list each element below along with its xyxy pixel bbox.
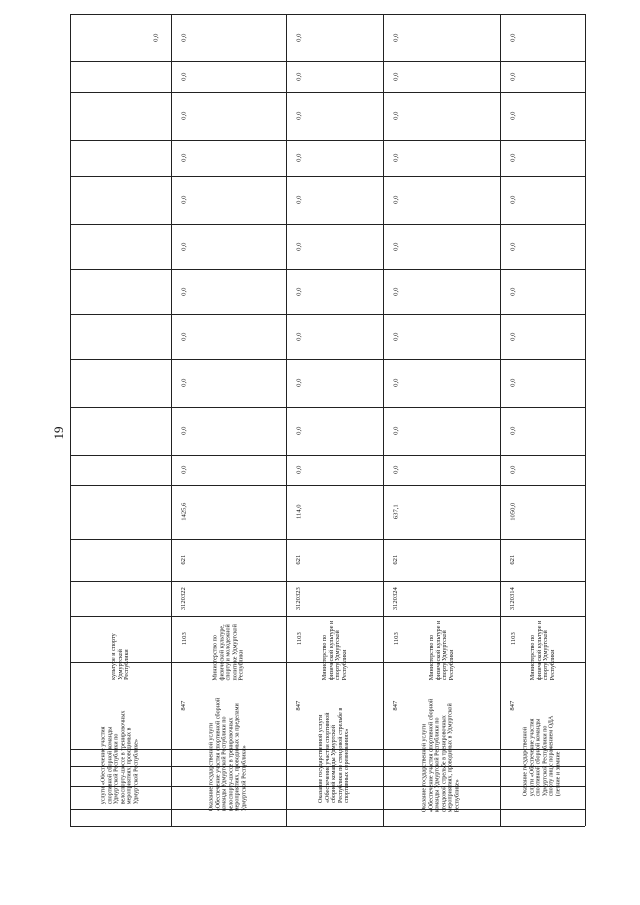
value-cell: 0,0 xyxy=(295,242,303,251)
value-cell: 114,0 xyxy=(295,504,303,520)
value-cell: 0,0 xyxy=(295,111,303,121)
measure-name-text: услуги «Обеспечение участия спортивной сборной команды Удмуртской Республики по велоспорту-шоссе в тренировочных мероприятиях, проводимых в Удмуртской Республике» xyxy=(100,710,140,805)
value-cell: 0,0 xyxy=(295,33,303,42)
executor-text: культуре и спорту Удмуртской Республики xyxy=(110,633,130,680)
column-divider xyxy=(70,826,585,827)
vr-code: 621 xyxy=(295,555,303,565)
value-cell: 0,0 xyxy=(180,332,188,341)
value-cell: 0,0 xyxy=(180,287,188,296)
value-cell: 0,0 xyxy=(180,378,188,388)
value-cell: 0,0 xyxy=(295,195,303,205)
value-cell: 0,0 xyxy=(509,33,517,42)
measure-name-text: Оказание государственной услуги «Обеспечение участия спортивной сборной команды Удмуртской Республики по велоспорту-шоссе в тренировочных мероприятиях, проводимых за пределами Удмуртской Республики» xyxy=(208,697,248,812)
value-cell: 0,0 xyxy=(180,111,188,121)
value-cell: 637,1 xyxy=(392,504,400,520)
measure-name-text: Оказание государственной услуги «Обеспечение участия спортивной сборной команды Удмуртской Республики по стендовой стрельбе в тренировочных мероприятиях, проводимых в Удмуртской Республике» xyxy=(421,698,461,813)
vr-code: 621 xyxy=(509,555,517,565)
executor-text: Министерство по физической культуре и спорту Удмуртской Республики xyxy=(529,620,556,680)
executor-text: Министерство по физической культуре, спорту и молодежной политике Удмуртской Республики xyxy=(212,623,245,680)
value-cell: 0,0 xyxy=(180,426,188,436)
vr-code: 621 xyxy=(180,555,188,565)
value-cell: 0,0 xyxy=(509,426,517,436)
budget-table xyxy=(70,14,585,826)
value-cell: 0,0 xyxy=(152,33,160,42)
value-cell: 0,0 xyxy=(392,332,400,341)
rz-code: 1103 xyxy=(295,632,303,646)
csr-code: 3120324 xyxy=(392,586,400,611)
value-cell: 0,0 xyxy=(509,111,517,121)
value-cell: 0,0 xyxy=(180,242,188,251)
value-cell: 0,0 xyxy=(509,72,517,81)
value-cell: 0,0 xyxy=(509,195,517,205)
measure-name-text: Оказание государственной услуги «Обеспечение участия спортивной сборной команды Удмуртской Республики по спорту лиц с поражением ОДА (летние и зимние xyxy=(522,715,562,797)
value-cell: 0,0 xyxy=(392,33,400,42)
grbs-code: 847 xyxy=(180,700,188,711)
csr-code: 3120322 xyxy=(180,586,188,611)
value-cell: 0,0 xyxy=(295,332,303,341)
row-divider xyxy=(585,14,586,826)
value-cell: 0,0 xyxy=(392,426,400,436)
value-cell: 0,0 xyxy=(509,332,517,341)
value-cell: 0,0 xyxy=(180,72,188,81)
value-cell: 0,0 xyxy=(180,195,188,205)
grbs-code: 847 xyxy=(295,700,303,711)
grbs-code: 847 xyxy=(392,700,400,711)
rz-code: 1103 xyxy=(509,632,517,646)
value-cell: 0,0 xyxy=(392,242,400,251)
value-cell: 0,0 xyxy=(295,465,303,475)
value-cell: 0,0 xyxy=(392,378,400,388)
measure-name-text: Оказание государственной услуги «Обеспечение участия спортивной сборной команды Удмуртской Республики по стендовой стрельбе в спортивных соревнованиях» xyxy=(318,707,351,803)
value-cell: 0,0 xyxy=(392,465,400,475)
value-cell: 0,0 xyxy=(180,33,188,42)
value-cell: 0,0 xyxy=(180,153,188,163)
value-cell: 0,0 xyxy=(295,426,303,436)
page-number: 19 xyxy=(51,426,66,440)
value-cell: 0,0 xyxy=(392,111,400,121)
value-cell: 0,0 xyxy=(295,378,303,388)
value-cell: 0,0 xyxy=(509,153,517,163)
csr-code: 3120323 xyxy=(295,586,303,611)
value-cell: 0,0 xyxy=(509,465,517,475)
executor-text: Министерство по физической культуре и спорту Удмуртской Республики xyxy=(321,620,348,680)
executor-text: Министерство по физической культуре и спорту Удмуртской Республики xyxy=(428,620,455,680)
value-cell: 0,0 xyxy=(392,72,400,81)
value-cell: 0,0 xyxy=(295,287,303,296)
vr-code: 621 xyxy=(392,555,400,565)
value-cell: 1425,6 xyxy=(180,502,188,522)
csr-code: 3120314 xyxy=(509,586,517,611)
value-cell: 0,0 xyxy=(509,378,517,388)
grbs-code: 847 xyxy=(509,700,517,711)
value-cell: 0,0 xyxy=(392,153,400,163)
value-cell: 0,0 xyxy=(295,153,303,163)
rz-code: 1103 xyxy=(392,632,400,646)
value-cell: 0,0 xyxy=(392,195,400,205)
rz-code: 1103 xyxy=(180,632,188,646)
value-cell: 0,0 xyxy=(509,287,517,296)
value-cell: 0,0 xyxy=(509,242,517,251)
value-cell: 0,0 xyxy=(180,465,188,475)
value-cell: 0,0 xyxy=(392,287,400,296)
value-cell: 1050,0 xyxy=(509,502,517,522)
value-cell: 0,0 xyxy=(295,72,303,81)
